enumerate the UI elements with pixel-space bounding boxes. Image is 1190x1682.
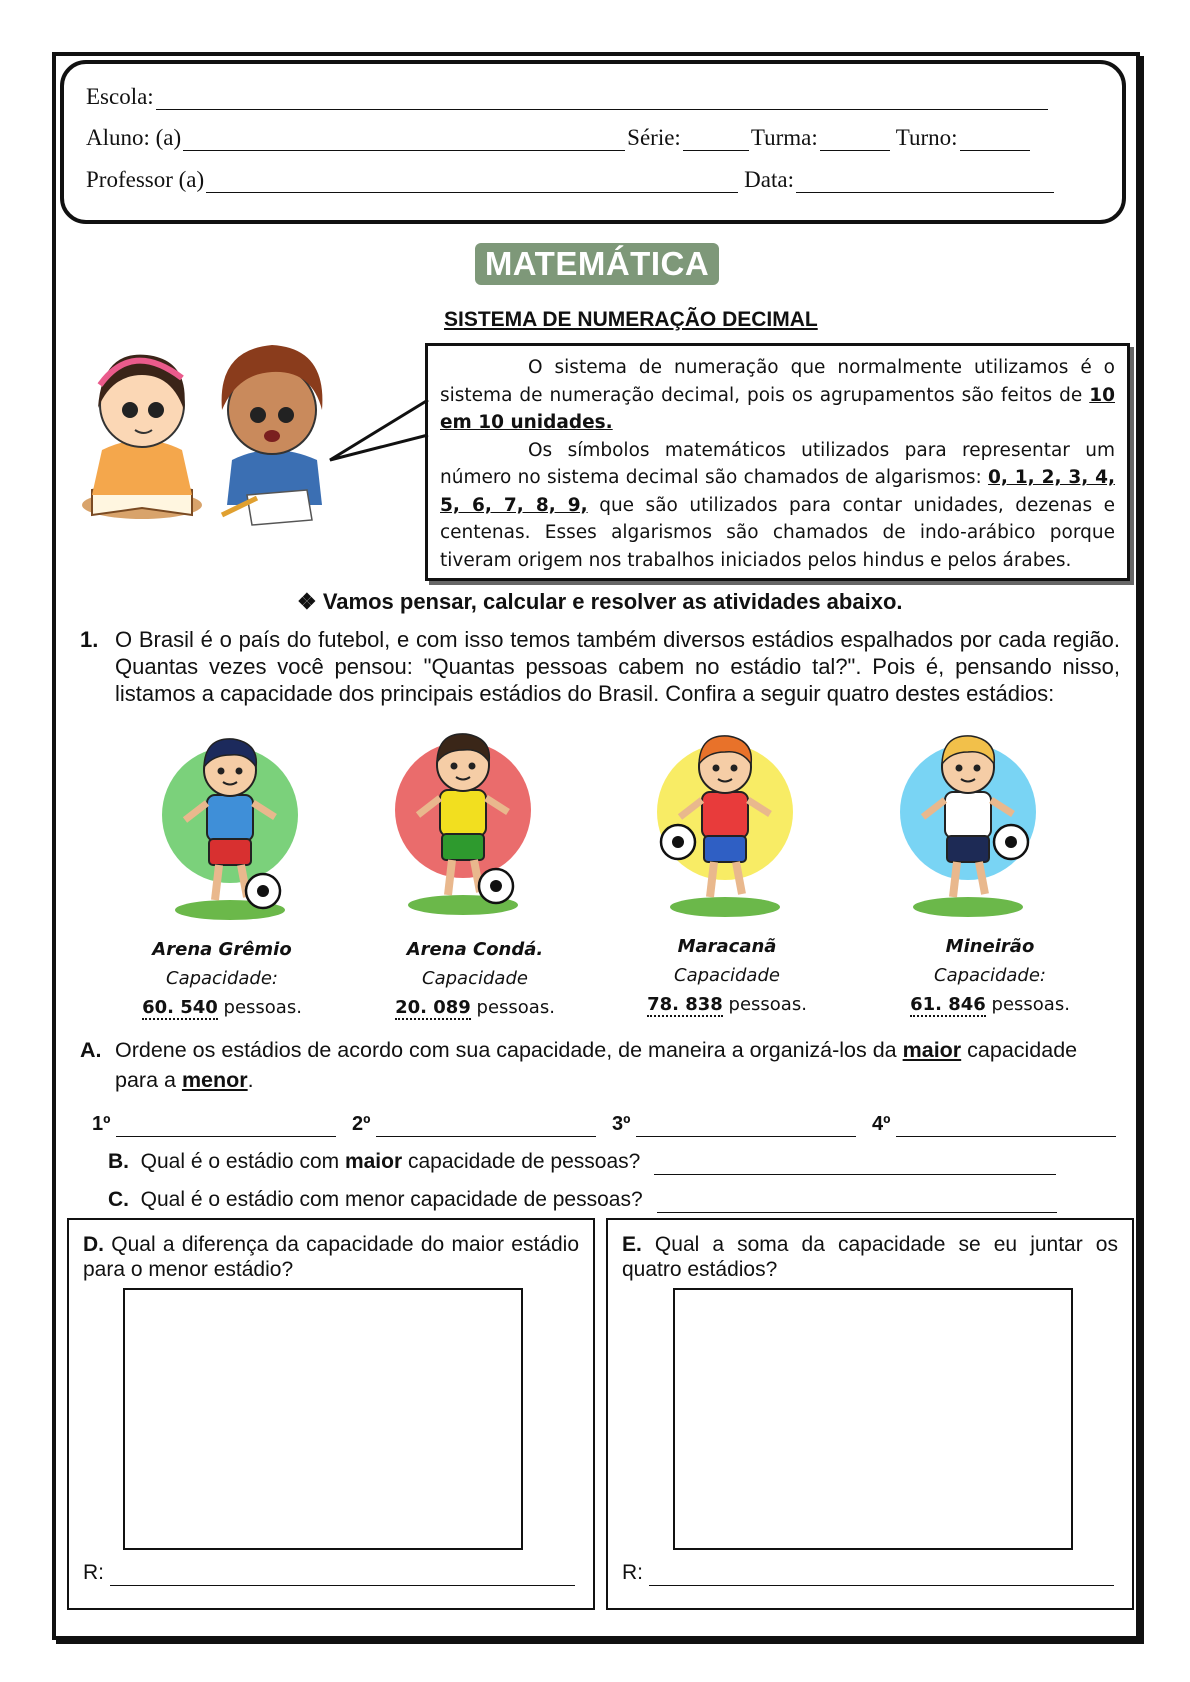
player-eye-left xyxy=(451,763,458,770)
intro-paragraph-1 xyxy=(440,354,1115,437)
question-c-label: C. xyxy=(108,1188,129,1211)
escola-field[interactable] xyxy=(156,108,1048,110)
order-field-2[interactable] xyxy=(376,1113,596,1137)
question-e-text: Qual a soma da capacidade se eu juntar os quatro estádios? xyxy=(622,1233,1118,1281)
paper-sheet xyxy=(247,490,312,525)
stadium-name: Arena Grêmio xyxy=(152,939,292,960)
player-eye-left xyxy=(713,765,720,772)
player-shorts xyxy=(947,836,989,862)
player-shirt xyxy=(945,792,991,838)
player-shorts xyxy=(442,834,484,860)
order-label-1: 1º xyxy=(92,1113,111,1135)
stadium-card xyxy=(617,932,837,1019)
capacity-value: 60. 540 xyxy=(142,997,218,1018)
boy-eye-left xyxy=(250,407,266,423)
data-label: Data: xyxy=(744,167,794,192)
question-b-text-post: capacidade de pessoas? xyxy=(402,1150,641,1173)
capacity-unit: pessoas. xyxy=(217,997,302,1018)
intro-paragraph-2 xyxy=(440,437,1115,575)
serie-field[interactable] xyxy=(683,149,749,151)
header-box xyxy=(60,60,1126,224)
question-a-text xyxy=(115,1035,1120,1095)
question-1 xyxy=(80,626,1120,707)
boy-eye-right xyxy=(278,407,294,423)
question-a xyxy=(80,1035,1120,1095)
stadium-name: Maracanã xyxy=(677,936,777,957)
capacity-value: 78. 838 xyxy=(647,994,723,1015)
soccer-player-illustration xyxy=(893,722,1043,922)
question-b-answer-line[interactable] xyxy=(654,1150,1056,1175)
question-e-answer xyxy=(622,1560,1114,1586)
question-a-text-mid: capacidade para a xyxy=(115,1038,1078,1092)
question-b-label: B. xyxy=(108,1150,129,1173)
turno-field[interactable] xyxy=(960,149,1030,151)
boy-mouth xyxy=(264,430,280,442)
stadium-name: Arena Condá. xyxy=(406,939,544,960)
girl-eye-left xyxy=(122,402,138,418)
player-shirt xyxy=(702,792,748,838)
order-field-4[interactable] xyxy=(896,1113,1116,1137)
section-title: SISTEMA DE NUMERAÇÃO DECIMAL xyxy=(444,308,818,331)
stadium-card xyxy=(880,932,1100,1019)
order-field-3[interactable] xyxy=(636,1113,856,1137)
capacity-label: Capacidade xyxy=(422,968,528,989)
aluno-field[interactable] xyxy=(183,149,625,151)
question-1-number: 1. xyxy=(80,627,99,652)
subject-badge: MATEMÁTICA xyxy=(475,243,719,285)
question-1-text: O Brasil é o país do futebol, e com isso temos também diversos estádios espalhados por cada região. Quantas vezes você pensou: "Quantas pessoas cabem no estádio tal?". Pois é, pensando nisso, listamos a capacidade dos principais estádios do Brasil. Confira a seguir quatro destes estádios: xyxy=(115,627,1120,706)
instruction-heading: ❖ Vamos pensar, calcular e resolver as atividades abaixo. xyxy=(297,589,903,614)
intro-p2-text: Os símbolos matemáticos utilizados para representar um número no sistema decimal são chamados de algarismos: xyxy=(440,439,1115,488)
question-b-bold: maior xyxy=(344,1150,403,1173)
aluno-row xyxy=(86,125,1036,151)
player-leg-left xyxy=(710,862,714,897)
player-eye-right xyxy=(731,765,738,772)
question-d-text: Qual a diferença da capacidade do maior estádio para o menor estádio? xyxy=(83,1233,579,1281)
player-leg-left xyxy=(953,862,957,897)
capacity-unit: pessoas. xyxy=(722,994,807,1015)
question-a-label: A. xyxy=(80,1038,102,1062)
capacity-unit: pessoas. xyxy=(470,997,555,1018)
aluno-label: Aluno: (a) xyxy=(86,125,182,150)
question-c-answer-line[interactable] xyxy=(657,1188,1057,1213)
serie-label: Série: xyxy=(627,125,681,150)
speech-pointer xyxy=(325,395,430,485)
question-b xyxy=(108,1150,1056,1175)
soccer-ball-patch xyxy=(1005,836,1017,848)
player-shirt xyxy=(207,795,253,841)
player-shorts xyxy=(209,839,251,865)
player-eye-left xyxy=(956,765,963,772)
question-d-answer xyxy=(83,1560,575,1586)
question-e-work-area[interactable] xyxy=(673,1288,1073,1550)
intro-p1-text: O sistema de numeração que normalmente utilizamos é o sistema de numeração decimal, pois os agrupamentos são feitos de xyxy=(440,357,1115,406)
soccer-ball-patch xyxy=(490,880,502,892)
question-e-label: E. xyxy=(622,1233,642,1256)
turno-label: Turno: xyxy=(895,125,958,150)
grass-patch xyxy=(670,897,780,917)
question-b-text-pre: Qual é o estádio com xyxy=(140,1150,345,1173)
question-a-text-end: . xyxy=(247,1068,254,1092)
player-eye-right xyxy=(469,763,476,770)
order-label-4: 4º xyxy=(872,1113,891,1135)
order-label-2: 2º xyxy=(352,1113,371,1135)
question-c xyxy=(108,1188,1057,1213)
stadium-card xyxy=(365,935,585,1022)
question-a-bold-menor: menor xyxy=(181,1068,248,1092)
question-a-text-pre: Ordene os estádios de acordo com sua capacidade, de maneira a organizá-los da xyxy=(115,1038,903,1062)
player-shorts xyxy=(704,836,746,862)
intro-p1-bold: 10 em 10 unidades. xyxy=(440,384,1115,433)
grass-patch xyxy=(913,897,1023,917)
capacity-value: 20. 089 xyxy=(395,997,471,1018)
intro-textbox xyxy=(425,343,1130,581)
soccer-player-illustration xyxy=(388,720,538,920)
ordering-row xyxy=(92,1113,1126,1137)
question-d-r-label: R: xyxy=(83,1561,104,1584)
soccer-player-illustration xyxy=(155,725,305,925)
question-e-r-label: R: xyxy=(622,1561,643,1584)
stadium-name: Mineirão xyxy=(945,936,1035,957)
question-d-box xyxy=(67,1218,595,1610)
professor-label: Professor (a) xyxy=(86,167,205,192)
question-d xyxy=(83,1232,579,1282)
question-d-answer-line[interactable] xyxy=(110,1560,575,1586)
girl-eye-right xyxy=(148,402,164,418)
turma-field[interactable] xyxy=(820,149,890,151)
soccer-player-illustration xyxy=(650,722,800,922)
data-field[interactable] xyxy=(796,191,1054,193)
question-c-text: Qual é o estádio com menor capacidade de pessoas? xyxy=(140,1188,643,1211)
soccer-ball-patch xyxy=(672,836,684,848)
order-field-1[interactable] xyxy=(116,1113,336,1137)
question-d-label: D. xyxy=(83,1233,104,1256)
player-leg-left xyxy=(448,860,452,895)
capacity-label: Capacidade: xyxy=(934,965,1046,986)
question-e xyxy=(622,1232,1118,1282)
capacity-value: 61. 846 xyxy=(910,994,986,1015)
stadium-card xyxy=(112,935,332,1022)
player-leg-left xyxy=(215,865,219,900)
intro-p2-rest: que são utilizados para contar unidades, dezenas e centenas. Esses algarismos são chamados de indo-arábico porque tiveram origem nos trabalhos iniciados pelos hindus e pelos árabes. xyxy=(440,494,1115,571)
order-label-3: 3º xyxy=(612,1113,631,1135)
capacity-unit: pessoas. xyxy=(985,994,1070,1015)
player-eye-right xyxy=(236,768,243,775)
soccer-ball-patch xyxy=(257,885,269,897)
question-e-answer-line[interactable] xyxy=(649,1560,1114,1586)
turma-label: Turma: xyxy=(750,125,818,150)
professor-row xyxy=(86,167,1060,193)
professor-field[interactable] xyxy=(206,191,738,193)
intro-p2-bold: 0, 1, 2, 3, 4, 5, 6, 7, 8, 9, xyxy=(440,467,1115,516)
escola-row xyxy=(86,84,1054,110)
player-eye-left xyxy=(218,768,225,775)
capacity-label: Capacidade xyxy=(674,965,780,986)
question-e-box xyxy=(606,1218,1134,1610)
player-shirt xyxy=(440,790,486,836)
player-eye-right xyxy=(974,765,981,772)
girl-body xyxy=(92,440,192,495)
question-a-bold-maior: maior xyxy=(902,1038,962,1062)
escola-label: Escola: xyxy=(86,84,154,109)
capacity-label: Capacidade: xyxy=(166,968,278,989)
question-d-work-area[interactable] xyxy=(123,1288,523,1550)
